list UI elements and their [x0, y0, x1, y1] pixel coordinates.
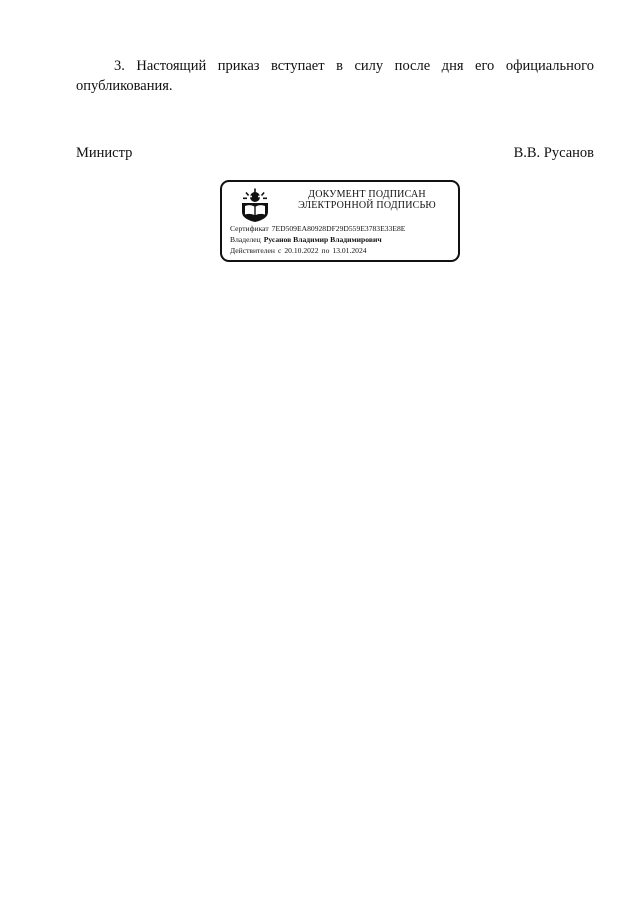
- stamp-validity: [230, 246, 367, 256]
- stamp-title: [278, 189, 456, 211]
- valid-from: 20.10.2022: [284, 246, 319, 255]
- stamp-owner: [230, 235, 382, 245]
- valid-to: 13.01.2024: [332, 246, 367, 255]
- valid-label: Действителен: [230, 246, 275, 255]
- owner-label: Владелец: [230, 235, 261, 244]
- regional-coat-of-arms-icon: [238, 188, 272, 224]
- valid-to-label: по: [321, 246, 330, 255]
- paragraph-line-1: 3. Настоящий приказ вступает в силу после дня его официального: [114, 58, 594, 74]
- paragraph-3: [76, 56, 594, 96]
- signatory-position: Министр: [76, 145, 133, 161]
- certificate-label: Сертификат: [230, 224, 269, 233]
- valid-from-label: с: [277, 246, 282, 255]
- signatory-name: В.В. Русанов: [513, 145, 594, 161]
- owner-value: Русанов Владимир Владимирович: [263, 235, 382, 244]
- stamp-title-line-2: ЭЛЕКТРОННОЙ ПОДПИСЬЮ: [298, 200, 436, 211]
- electronic-signature-stamp: [220, 180, 460, 262]
- signature-row: [76, 143, 594, 163]
- paragraph-line-2: опубликования.: [76, 78, 173, 94]
- stamp-certificate: [230, 224, 405, 234]
- certificate-value: 7ED509EA80928DF29D559E3783E33E8E: [271, 224, 406, 233]
- stamp-title-line-1: ДОКУМЕНТ ПОДПИСАН: [308, 189, 426, 200]
